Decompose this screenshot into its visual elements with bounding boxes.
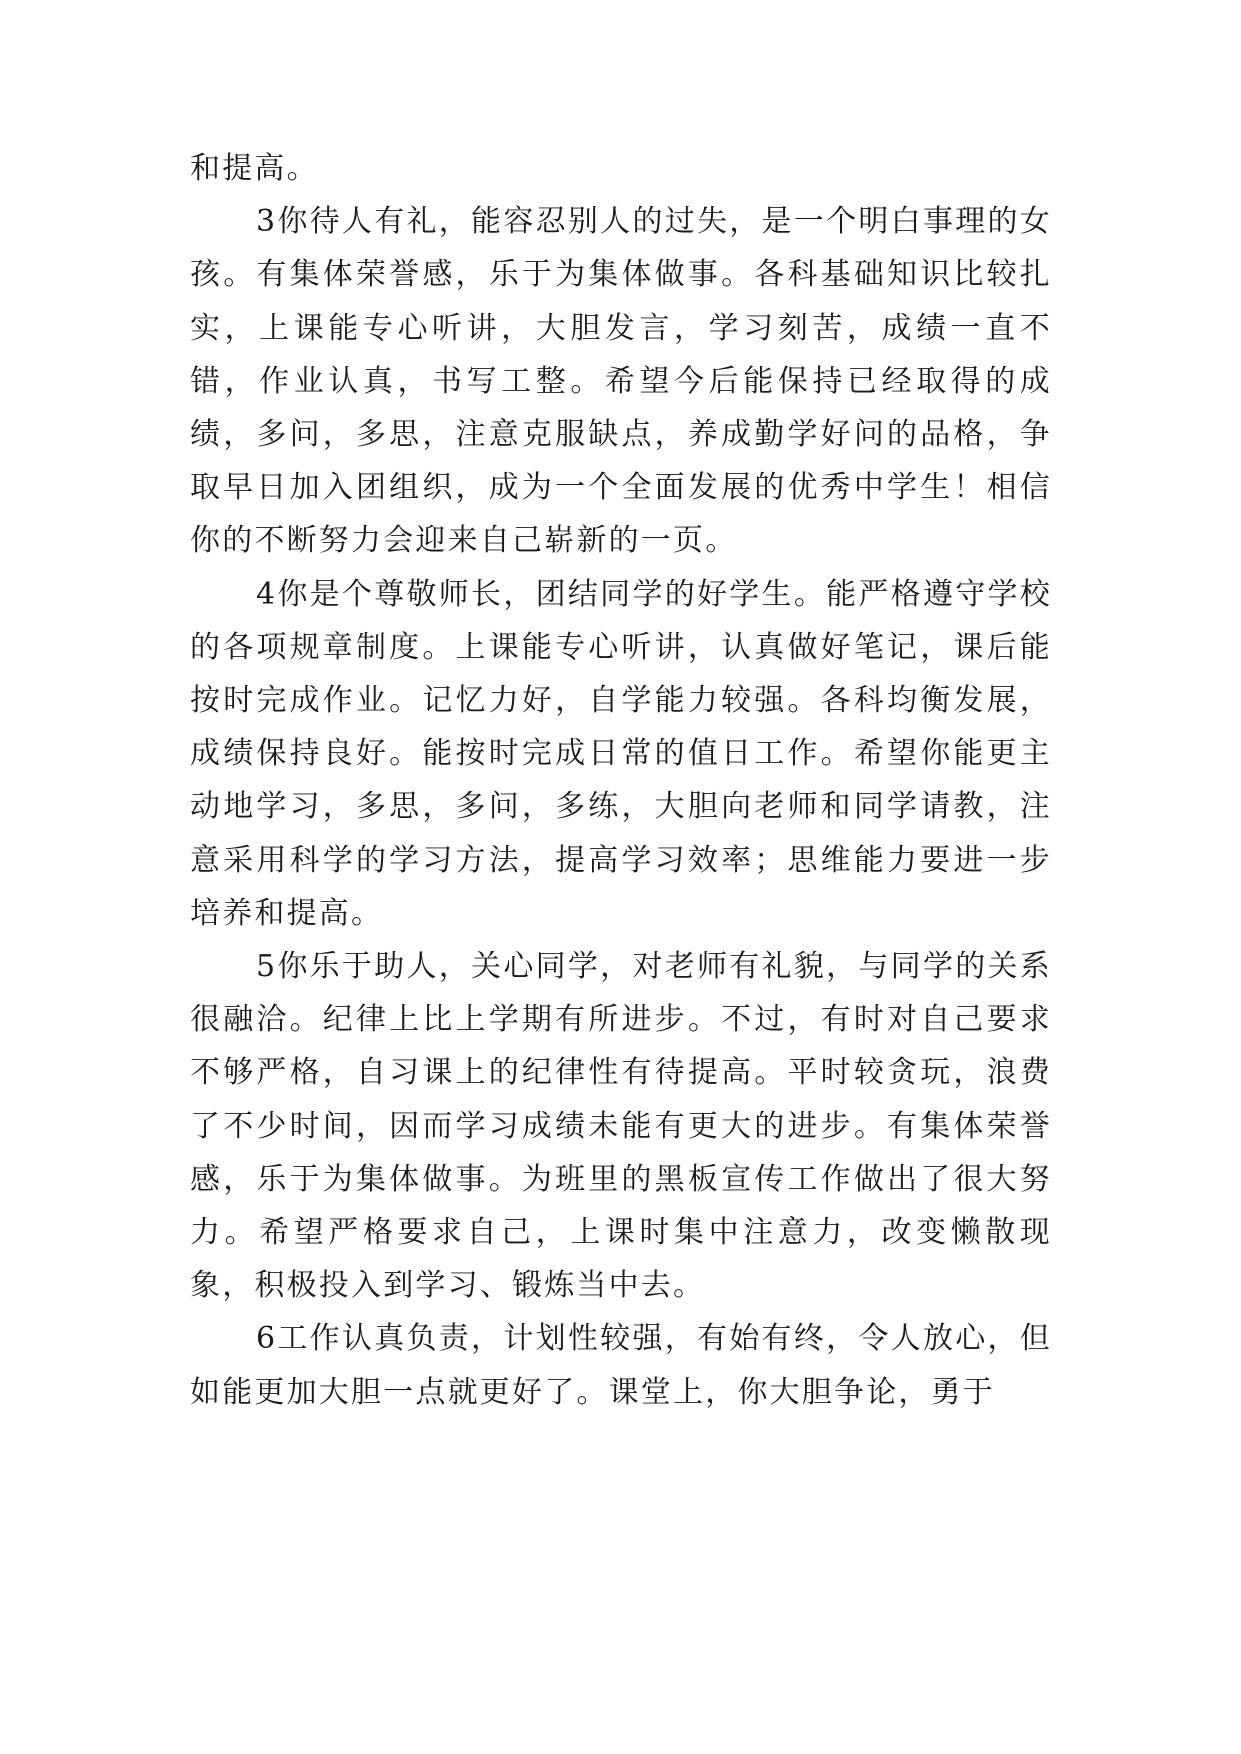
paragraph-6: 6工作认真负责，计划性较强，有始有终，令人放心，但如能更加大胆一点就更好了。课堂上，你大胆争论，勇于 <box>190 1321 1052 1410</box>
paragraph-fragment: 和提高。 <box>190 151 319 186</box>
paragraph-5: 5你乐于助人，关心同学，对老师有礼貌，与同学的关系很融洽。纪律上比上学期有所进步。不过，有时对自己要求不够严格，自习课上的纪律性有待提高。平时较贪玩，浪费了不少时间，因而学习成绩未能有更大的进步。有集体荣誉感，乐于为集体做事。为班里的黑板宣传工作做出了很大努力。希望严格要求自己，上课时集中注意力，改变懒散现象，积极投入到学习、锻炼当中去。 <box>190 949 1052 1304</box>
document-page <box>190 142 1052 1419</box>
paragraph-3: 3你待人有礼，能容忍别人的过失，是一个明白事理的女孩。有集体荣誉感，乐于为集体做事。各科基础知识比较扎实，上课能专心听讲，大胆发言，学习刻苦，成绩一直不错，作业认真，书写工整。希望今后能保持已经取得的成绩，多问，多思，注意克服缺点，养成勤学好问的品格，争取早日加入团组织，成为一个全面发展的优秀中学生！相信你的不断努力会迎来自己崭新的一页。 <box>190 204 1052 559</box>
paragraph-4: 4你是个尊敬师长，团结同学的好学生。能严格遵守学校的各项规章制度。上课能专心听讲，认真做好笔记，课后能按时完成作业。记忆力好，自学能力较强。各科均衡发展，成绩保持良好。能按时完成日常的值日工作。希望你能更主动地学习，多思，多问，多练，大胆向老师和同学请教，注意采用科学的学习方法，提高学习效率；思维能力要进一步培养和提高。 <box>190 576 1052 931</box>
